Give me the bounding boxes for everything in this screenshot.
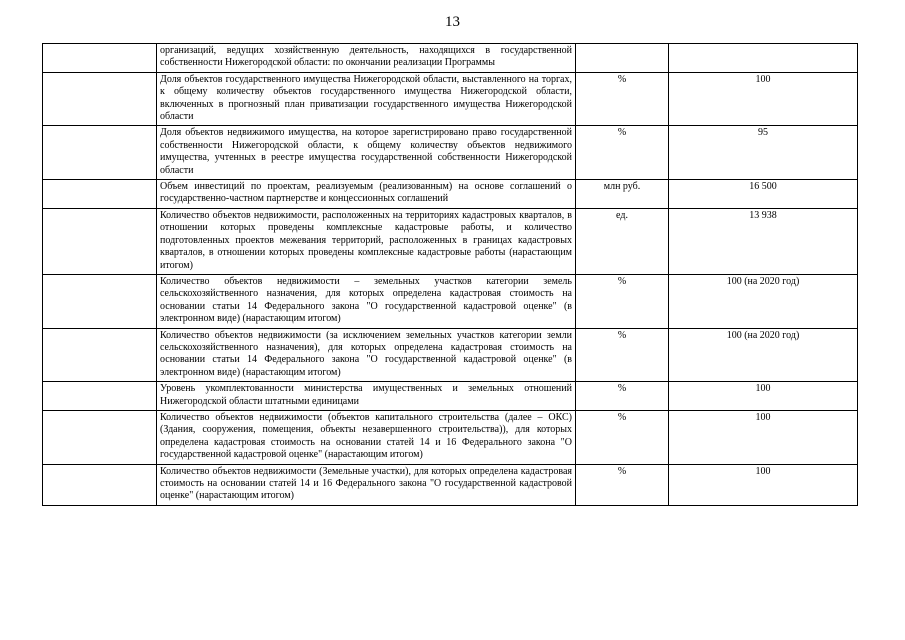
table-row <box>43 274 858 328</box>
table-row <box>43 126 858 180</box>
indicator-value: 100 (на 2020 год) <box>669 274 858 328</box>
indicator-unit: % <box>576 382 669 411</box>
indicator-name: Количество объектов недвижимости, расположенных на территориях кадастровых кварталов, в отношении которых проведены комплексные кадастровые работы, и количество подготовленных проектов межевания территорий, расположенных в границах кадастровых кварталов, в отношении которых проведены комплексные кадастровые работы (нарастающим итогом) <box>157 208 576 274</box>
indicator-name: Доля объектов недвижимого имущества, на которое зарегистрировано право государственной собственности Нижегородской области, к общему количеству объектов недвижимого имущества, учтенных в реестре имущества государственной собственности Нижегородской области <box>157 126 576 180</box>
table-cell-empty <box>43 274 157 328</box>
indicator-unit: % <box>576 274 669 328</box>
indicator-unit: млн руб. <box>576 180 669 209</box>
indicator-unit: % <box>576 126 669 180</box>
indicator-name: Количество объектов недвижимости (объектов капитального строительства (далее – ОКС) (Здания, сооружения, помещения, объекты незавершенного строительства)), для которых определена кадастровая стоимость на основании статей 14 и 16 Федерального закона "О государственной кадастровой оценке" (нарастающим итогом) <box>157 410 576 464</box>
indicators-table <box>42 43 858 506</box>
indicator-name: Объем инвестиций по проектам, реализуемым (реализованным) на основе соглашений о государственно-частном партнерстве и концессионных соглашений <box>157 180 576 209</box>
table-cell-empty <box>43 464 157 505</box>
table-cell-empty <box>43 180 157 209</box>
indicator-value: 16 500 <box>669 180 858 209</box>
table-row <box>43 328 858 382</box>
indicator-value: 100 <box>669 72 858 126</box>
table-cell-empty <box>43 72 157 126</box>
table-cell-empty <box>43 410 157 464</box>
table-cell-empty <box>43 208 157 274</box>
indicator-unit: % <box>576 464 669 505</box>
indicator-unit: % <box>576 328 669 382</box>
table-cell-empty <box>43 328 157 382</box>
table-cell-empty <box>43 44 157 73</box>
indicator-unit: ед. <box>576 208 669 274</box>
indicator-value: 95 <box>669 126 858 180</box>
table-cell-empty <box>43 126 157 180</box>
table-row <box>43 180 858 209</box>
indicator-value <box>669 44 858 73</box>
table-row <box>43 410 858 464</box>
indicator-value: 100 (на 2020 год) <box>669 328 858 382</box>
indicator-unit: % <box>576 72 669 126</box>
indicator-name: организаций, ведущих хозяйственную деятельность, находящихся в государственной собственности Нижегородской области: по окончании реализации Программы <box>157 44 576 73</box>
indicator-value: 100 <box>669 382 858 411</box>
indicator-name: Количество объектов недвижимости (Земельные участки), для которых определена кадастровая стоимость на основании статей 14 и 16 Федерального закона "О государственной кадастровой оценке" (нарастающим итогом) <box>157 464 576 505</box>
table-row <box>43 382 858 411</box>
indicator-unit: % <box>576 410 669 464</box>
table-row <box>43 464 858 505</box>
page-number: 13 <box>445 14 460 30</box>
indicator-name: Доля объектов государственного имущества Нижегородской области, выставленного на торгах, к общему количеству объектов государственного имущества Нижегородской области, включенных в прогнозный план приватизации государственного имущества Нижегородской области <box>157 72 576 126</box>
indicator-name: Уровень укомплектованности министерства имущественных и земельных отношений Нижегородской области штатными единицами <box>157 382 576 411</box>
table-row <box>43 44 858 73</box>
indicator-unit <box>576 44 669 73</box>
indicator-value: 100 <box>669 464 858 505</box>
indicator-value: 100 <box>669 410 858 464</box>
indicator-name: Количество объектов недвижимости – земельных участков категории земель сельскохозяйственного назначения, для которых определена кадастровая стоимость на основании статьи 14 Федерального закона "О государственной кадастровой оценке" (в электронном виде) (нарастающим итогом) <box>157 274 576 328</box>
table-row <box>43 72 858 126</box>
table-cell-empty <box>43 382 157 411</box>
table-row <box>43 208 858 274</box>
indicator-name: Количество объектов недвижимости (за исключением земельных участков категории земли сельскохозяйственного назначения), для которых определена кадастровая стоимость на основании статьи 14 Федерального закона "О государственной кадастровой оценке" (в электронном виде) (нарастающим итогом) <box>157 328 576 382</box>
indicator-value: 13 938 <box>669 208 858 274</box>
